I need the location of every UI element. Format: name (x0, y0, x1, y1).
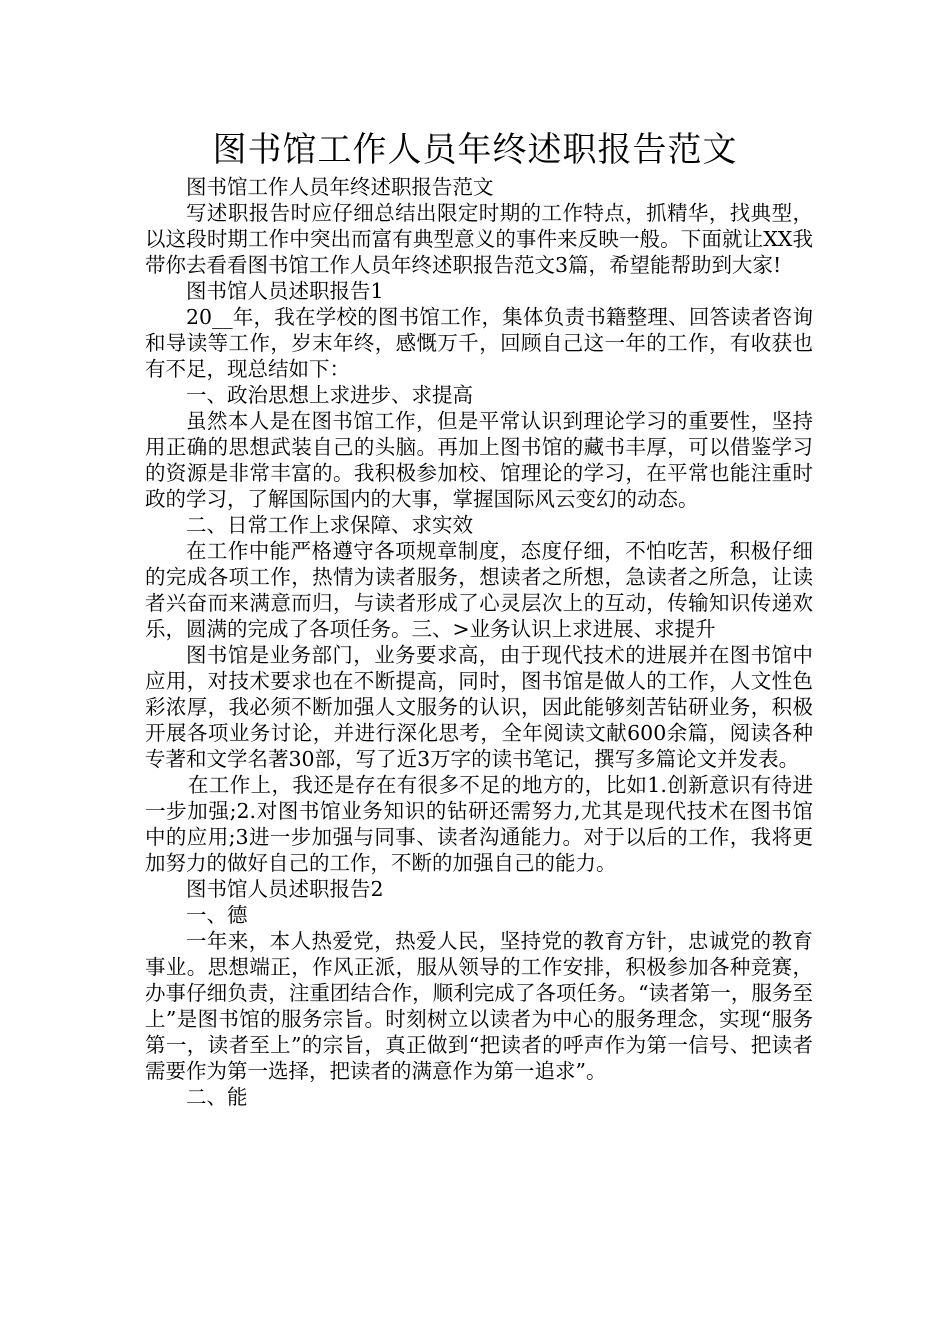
report-1-opening-paragraph: 20__年，我在学校的图书馆工作，集体负责书籍整理、回答读者咨询和导读等工作，岁末年终，感慨万千，回顾自己这一年的工作，有收获也有不足，现总结如下： (145, 305, 813, 381)
section-politics-heading: 一、政治思想上求进步、求提高 (186, 383, 473, 407)
shortcomings-paragraph: 在工作上，我还是存在有很多不足的地方的，比如1.创新意识有待进一步加强;2.对图书馆业务知识的钻研还需努力,尤其是现代技术在图书馆中的应用;3进一步加强与同事、读者沟通能力。对于以后的工作，我将更加努力的做好自己的工作，不断的加强自己的能力。 (145, 773, 813, 875)
section-daily-work-heading: 二、日常工作上求保障、求实效 (186, 513, 473, 537)
subtitle-paragraph: 图书馆工作人员年终述职报告范文 (186, 175, 494, 199)
intro-paragraph: 写述职报告时应仔细总结出限定时期的工作特点，抓精华，找典型，以这段时期工作中突出而富有典型意义的事件来反映一般。下面就让XX我带你去看看图书馆工作人员年终述职报告范文3篇，希望能帮助到大家! (145, 201, 813, 277)
section-ability-heading: 二、能 (186, 1085, 248, 1109)
section-politics-paragraph: 虽然本人是在图书馆工作，但是平常认识到理论学习的重要性，坚持用正确的思想武装自己的头脑。再加上图书馆的藏书丰厚，可以借鉴学习的资源是非常丰富的。我积极参加校、馆理论的学习，在平常也能注重时政的学习，了解国际国内的大事，掌握国际风云变幻的动态。 (145, 409, 813, 511)
section-virtue-heading: 一、德 (186, 903, 248, 927)
document-body (145, 174, 813, 1110)
section-virtue-paragraph: 一年来，本人热爱党，热爱人民，坚持党的教育方针，忠诚党的教育事业。思想端正，作风正派，服从领导的工作安排，积极参加各种竞赛，办事仔细负责，注重团结合作，顺利完成了各项任务。“读者第一，服务至上”是图书馆的服务宗旨。时刻树立以读者为中心的服务理念，实现“服务第一，读者至上”的宗旨，真正做到“把读者的呼声作为第一信号、把读者需要作为第一选择，把读者的满意作为第一追求”。 (145, 929, 813, 1083)
section-business-paragraph: 图书馆是业务部门，业务要求高，由于现代技术的进展并在图书馆中应用，对技术要求也在不断提高，同时，图书馆是做人的工作，人文性色彩浓厚，我必须不断加强人文服务的认识，因此能够刻苦钻研业务，积极开展各项业务讨论，并进行深化思考，全年阅读文献600余篇，阅读各种专著和文学名著30部，写了近3万字的读书笔记，撰写多篇论文并发表。 (145, 643, 813, 771)
report-1-heading: 图书馆人员述职报告1 (186, 279, 384, 303)
document-title: 图书馆工作人员年终述职报告范文 (212, 130, 738, 170)
section-daily-work-paragraph: 在工作中能严格遵守各项规章制度，态度仔细，不怕吃苦，积极仔细的完成各项工作，热情为读者服务，想读者之所想，急读者之所急，让读者兴奋而来满意而归，与读者形成了心灵层次上的互动，传输知识传递欢乐，圆满的完成了各项任务。三、>业务认识上求进展、求提升 (145, 539, 813, 641)
report-2-heading: 图书馆人员述职报告2 (186, 877, 384, 901)
